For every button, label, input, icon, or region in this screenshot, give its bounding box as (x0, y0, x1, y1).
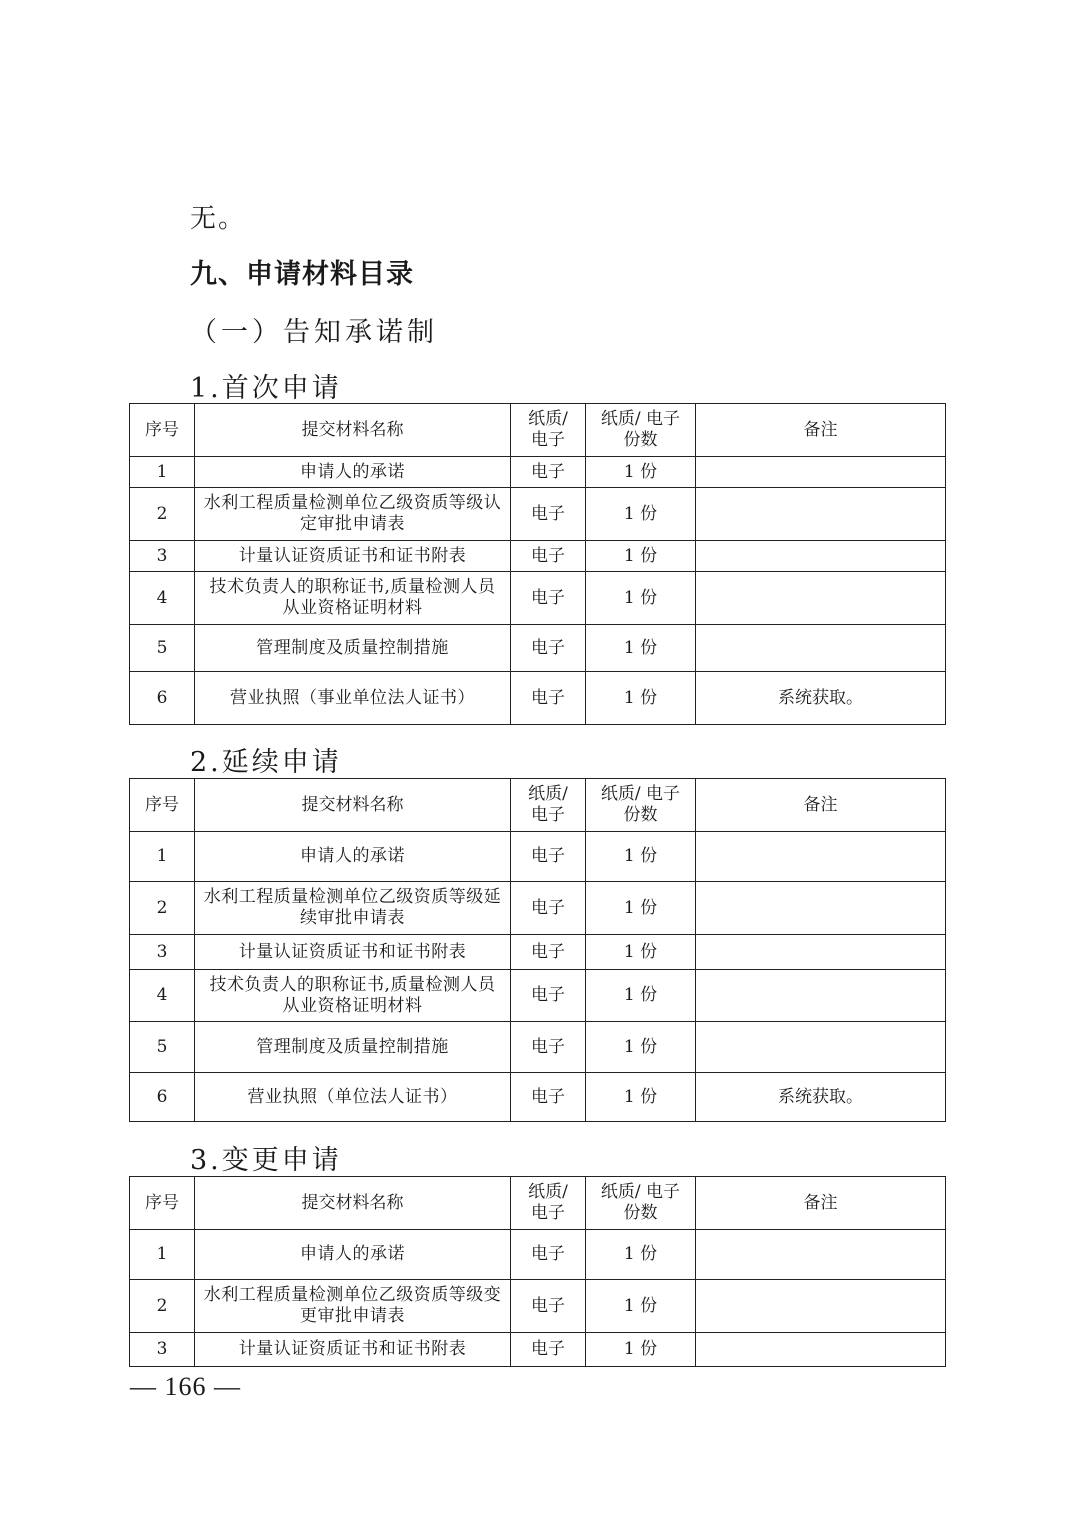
count-cell: 1 份 (586, 935, 696, 970)
section-heading: 九、申请材料目录 (190, 259, 414, 290)
remark-cell (696, 832, 946, 882)
count-cell: 1 份 (586, 1230, 696, 1280)
table-row (130, 541, 946, 572)
seq-cell: 3 (130, 1333, 195, 1367)
form-header-text: 纸质/ (528, 409, 568, 429)
remark-cell (696, 488, 946, 541)
name-cell: 计量认证资质证书和证书附表 (195, 541, 511, 572)
seq-header-text: 序号 (145, 419, 179, 440)
count-header-text: 纸质/ 电子 (600, 409, 681, 429)
count-cell: 1 份 (586, 488, 696, 541)
count-cell: 1 份 (586, 1333, 696, 1367)
seq-cell: 1 (130, 1230, 195, 1280)
name-cell: 水利工程质量检测单位乙级资质等级延续审批申请表 (195, 882, 511, 935)
form-header-text: 纸质/ (528, 784, 568, 804)
section-title: 1.首次申请 (190, 373, 342, 404)
remark-cell (696, 1280, 946, 1333)
form-cell: 电子 (511, 1073, 586, 1122)
seq-cell: 2 (130, 882, 195, 935)
seq-cell: 5 (130, 1022, 195, 1073)
remark-cell (696, 935, 946, 970)
count-cell: 1 份 (586, 625, 696, 672)
seq-cell: 1 (130, 457, 195, 488)
form-header (511, 779, 586, 832)
name-cell: 水利工程质量检测单位乙级资质等级变更审批申请表 (195, 1280, 511, 1333)
name-header (195, 779, 511, 832)
table-row (130, 1280, 946, 1333)
count-header-text: 纸质/ 电子 (600, 784, 681, 804)
table-row (130, 625, 946, 672)
name-cell: 水利工程质量检测单位乙级资质等级认定审批申请表 (195, 488, 511, 541)
count-cell: 1 份 (586, 672, 696, 725)
form-header (511, 404, 586, 457)
intro-text: 无。 (190, 204, 247, 234)
form-cell: 电子 (511, 541, 586, 572)
table-row (130, 1333, 946, 1367)
materials-table (129, 778, 946, 1122)
table-row (130, 672, 946, 725)
seq-header (130, 779, 195, 832)
remark-cell: 系统获取。 (696, 1073, 946, 1122)
name-header-text: 提交材料名称 (301, 419, 404, 440)
name-header (195, 404, 511, 457)
count-cell: 1 份 (586, 832, 696, 882)
name-header-text: 提交材料名称 (301, 794, 404, 815)
remark-header (696, 1177, 946, 1230)
count-cell: 1 份 (586, 1280, 696, 1333)
name-header (195, 1177, 511, 1230)
count-header (586, 1177, 696, 1230)
remark-cell (696, 541, 946, 572)
table-header-row (130, 1177, 946, 1230)
name-cell: 技术负责人的职称证书,质量检测人员从业资格证明材料 (195, 572, 511, 625)
count-cell: 1 份 (586, 457, 696, 488)
remark-header-text: 备注 (803, 419, 838, 440)
name-cell: 申请人的承诺 (195, 457, 511, 488)
form-cell: 电子 (511, 625, 586, 672)
subheading: （一）告知承诺制 (190, 317, 438, 348)
form-cell: 电子 (511, 1230, 586, 1280)
table-header-row (130, 779, 946, 832)
form-cell: 电子 (511, 672, 586, 725)
form-cell: 电子 (511, 1022, 586, 1073)
form-header (511, 1177, 586, 1230)
seq-cell: 1 (130, 832, 195, 882)
count-cell: 1 份 (586, 882, 696, 935)
name-cell: 管理制度及质量控制措施 (195, 1022, 511, 1073)
table-row (130, 832, 946, 882)
table-header-row (130, 404, 946, 457)
table-row (130, 882, 946, 935)
materials-table (129, 403, 946, 725)
table-row (130, 457, 946, 488)
remark-cell (696, 625, 946, 672)
table-row (130, 970, 946, 1022)
form-header-text: 电子 (531, 1203, 565, 1223)
count-cell: 1 份 (586, 572, 696, 625)
form-cell: 电子 (511, 488, 586, 541)
remark-cell (696, 572, 946, 625)
seq-header (130, 404, 195, 457)
remark-cell (696, 457, 946, 488)
seq-cell: 5 (130, 625, 195, 672)
remark-cell: 系统获取。 (696, 672, 946, 725)
name-cell: 营业执照（事业单位法人证书） (195, 672, 511, 725)
page-number: — 166 — (130, 1372, 241, 1401)
count-header (586, 779, 696, 832)
section-title: 2.延续申请 (190, 747, 342, 778)
name-header-text: 提交材料名称 (301, 1192, 404, 1213)
form-cell: 电子 (511, 832, 586, 882)
name-cell: 申请人的承诺 (195, 832, 511, 882)
form-cell: 电子 (511, 1333, 586, 1367)
table-row (130, 1230, 946, 1280)
remark-cell (696, 970, 946, 1022)
remark-header (696, 404, 946, 457)
seq-cell: 2 (130, 488, 195, 541)
name-cell: 管理制度及质量控制措施 (195, 625, 511, 672)
materials-table (129, 1176, 946, 1367)
seq-cell: 2 (130, 1280, 195, 1333)
table-row (130, 935, 946, 970)
section-title: 3.变更申请 (190, 1145, 342, 1176)
form-cell: 电子 (511, 457, 586, 488)
count-header-text: 份数 (623, 430, 658, 450)
seq-header-text: 序号 (145, 1192, 179, 1213)
seq-cell: 3 (130, 935, 195, 970)
seq-cell: 6 (130, 1073, 195, 1122)
count-header-text: 纸质/ 电子 (600, 1182, 681, 1202)
count-cell: 1 份 (586, 970, 696, 1022)
form-header-text: 纸质/ (528, 1182, 568, 1202)
name-cell: 技术负责人的职称证书,质量检测人员从业资格证明材料 (195, 970, 511, 1022)
count-header-text: 份数 (623, 1203, 658, 1223)
remark-header (696, 779, 946, 832)
seq-cell: 4 (130, 970, 195, 1022)
name-cell: 营业执照（单位法人证书） (195, 1073, 511, 1122)
table-row (130, 488, 946, 541)
remark-cell (696, 1230, 946, 1280)
name-cell: 计量认证资质证书和证书附表 (195, 935, 511, 970)
table-row (130, 1022, 946, 1073)
remark-header-text: 备注 (803, 794, 838, 815)
count-cell: 1 份 (586, 541, 696, 572)
seq-cell: 3 (130, 541, 195, 572)
form-cell: 电子 (511, 970, 586, 1022)
name-cell: 申请人的承诺 (195, 1230, 511, 1280)
count-header (586, 404, 696, 457)
count-cell: 1 份 (586, 1022, 696, 1073)
count-header-text: 份数 (623, 805, 658, 825)
form-header-text: 电子 (531, 805, 565, 825)
seq-cell: 4 (130, 572, 195, 625)
form-header-text: 电子 (531, 430, 565, 450)
form-cell: 电子 (511, 1280, 586, 1333)
table-row (130, 1073, 946, 1122)
form-cell: 电子 (511, 572, 586, 625)
remark-cell (696, 1022, 946, 1073)
table-row (130, 572, 946, 625)
seq-header (130, 1177, 195, 1230)
form-cell: 电子 (511, 935, 586, 970)
seq-cell: 6 (130, 672, 195, 725)
count-cell: 1 份 (586, 1073, 696, 1122)
form-cell: 电子 (511, 882, 586, 935)
remark-cell (696, 1333, 946, 1367)
seq-header-text: 序号 (145, 794, 179, 815)
remark-cell (696, 882, 946, 935)
name-cell: 计量认证资质证书和证书附表 (195, 1333, 511, 1367)
remark-header-text: 备注 (803, 1192, 838, 1213)
